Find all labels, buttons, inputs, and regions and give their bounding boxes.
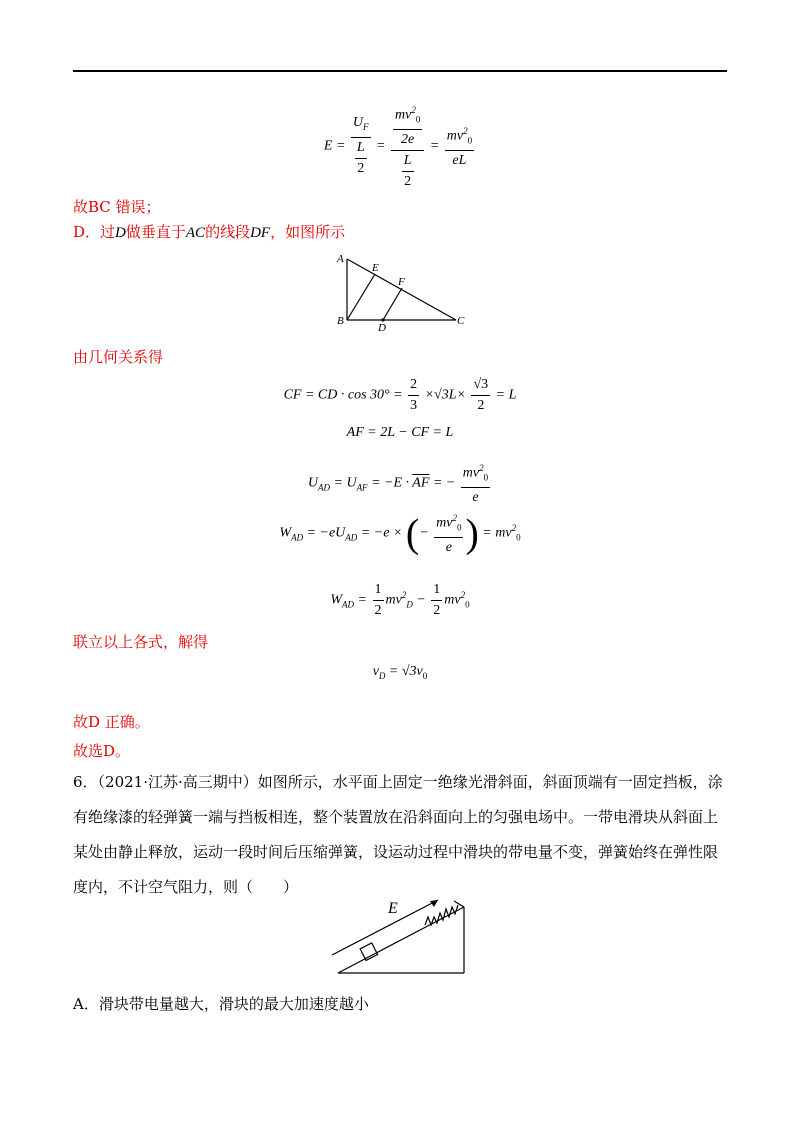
label-C: C bbox=[457, 315, 465, 327]
equation-W1: $W_{AD} = -eU_{AD} = -e$ × (− $\frac{mv^2_0}{e}$ ) = $mv^2_0$ bbox=[0, 508, 800, 558]
incline-label-E: E bbox=[388, 900, 398, 917]
incline-diagram bbox=[330, 895, 470, 977]
question-6-text: 6．（2021·江苏·高三期中）如图所示，水平面上固定一绝缘光滑斜面，斜面顶端有一固定挡板，涂有绝缘漆的轻弹簧一端与挡板相连，整个装置放在沿斜面向上的匀强电场中。一带电滑块从斜面上某处由静止释放，运动一段时间后压缩弹簧，设运动过程中滑块的带电量不变，弹簧始终在弹性限度内，不计空气阻力，则（ ） bbox=[73, 773, 723, 896]
option-d-text: D．过D做垂直于AC的线段DF，如图所示 bbox=[73, 223, 346, 241]
label-B: B bbox=[337, 315, 344, 327]
label-A: A bbox=[337, 253, 344, 265]
equation-U: $U_{AD} = U_{AF} = -E \cdot \overline{AF}$ = − $\frac{mv^2_0}{e}$ bbox=[0, 458, 800, 508]
equation-W2: $W_{AD}$ = $\frac{1}{2}$ $mv^2_D$ − $\frac{1}{2}$ $mv^2_0$ bbox=[330, 582, 470, 618]
choose-d-text: 故选D。 bbox=[73, 742, 131, 760]
geometry-text: 由几何关系得 bbox=[73, 348, 164, 366]
triangle-diagram bbox=[330, 250, 480, 335]
label-D: D bbox=[378, 322, 386, 334]
equation-AF: AF = 2L − CF = L bbox=[346, 425, 454, 440]
equation-CF: CF = CD · cos 30° = $\frac{2}{3}$ ×√3L× $\frac{√3}{2}$ = L bbox=[283, 377, 517, 413]
label-E: E bbox=[372, 262, 379, 274]
equation-v: $v_D = √3v_0$ bbox=[372, 664, 428, 681]
combine-text: 联立以上各式，解得 bbox=[73, 633, 209, 651]
header-rule bbox=[73, 70, 727, 72]
option-a-text: A．滑块带电量越大，滑块的最大加速度越小 bbox=[73, 995, 369, 1013]
bc-wrong-text: 故BC 错误； bbox=[73, 198, 161, 216]
label-F: F bbox=[398, 276, 405, 288]
equation-E: E = $\frac{U_F}{\frac{L}{2}}$ = $\frac{\frac{mv^2_0}{2e}}{\frac{L}{2}}$ = $\frac{mv^2_0}{eL}$ bbox=[0, 100, 800, 192]
d-correct-text: 故D 正确。 bbox=[73, 713, 150, 731]
